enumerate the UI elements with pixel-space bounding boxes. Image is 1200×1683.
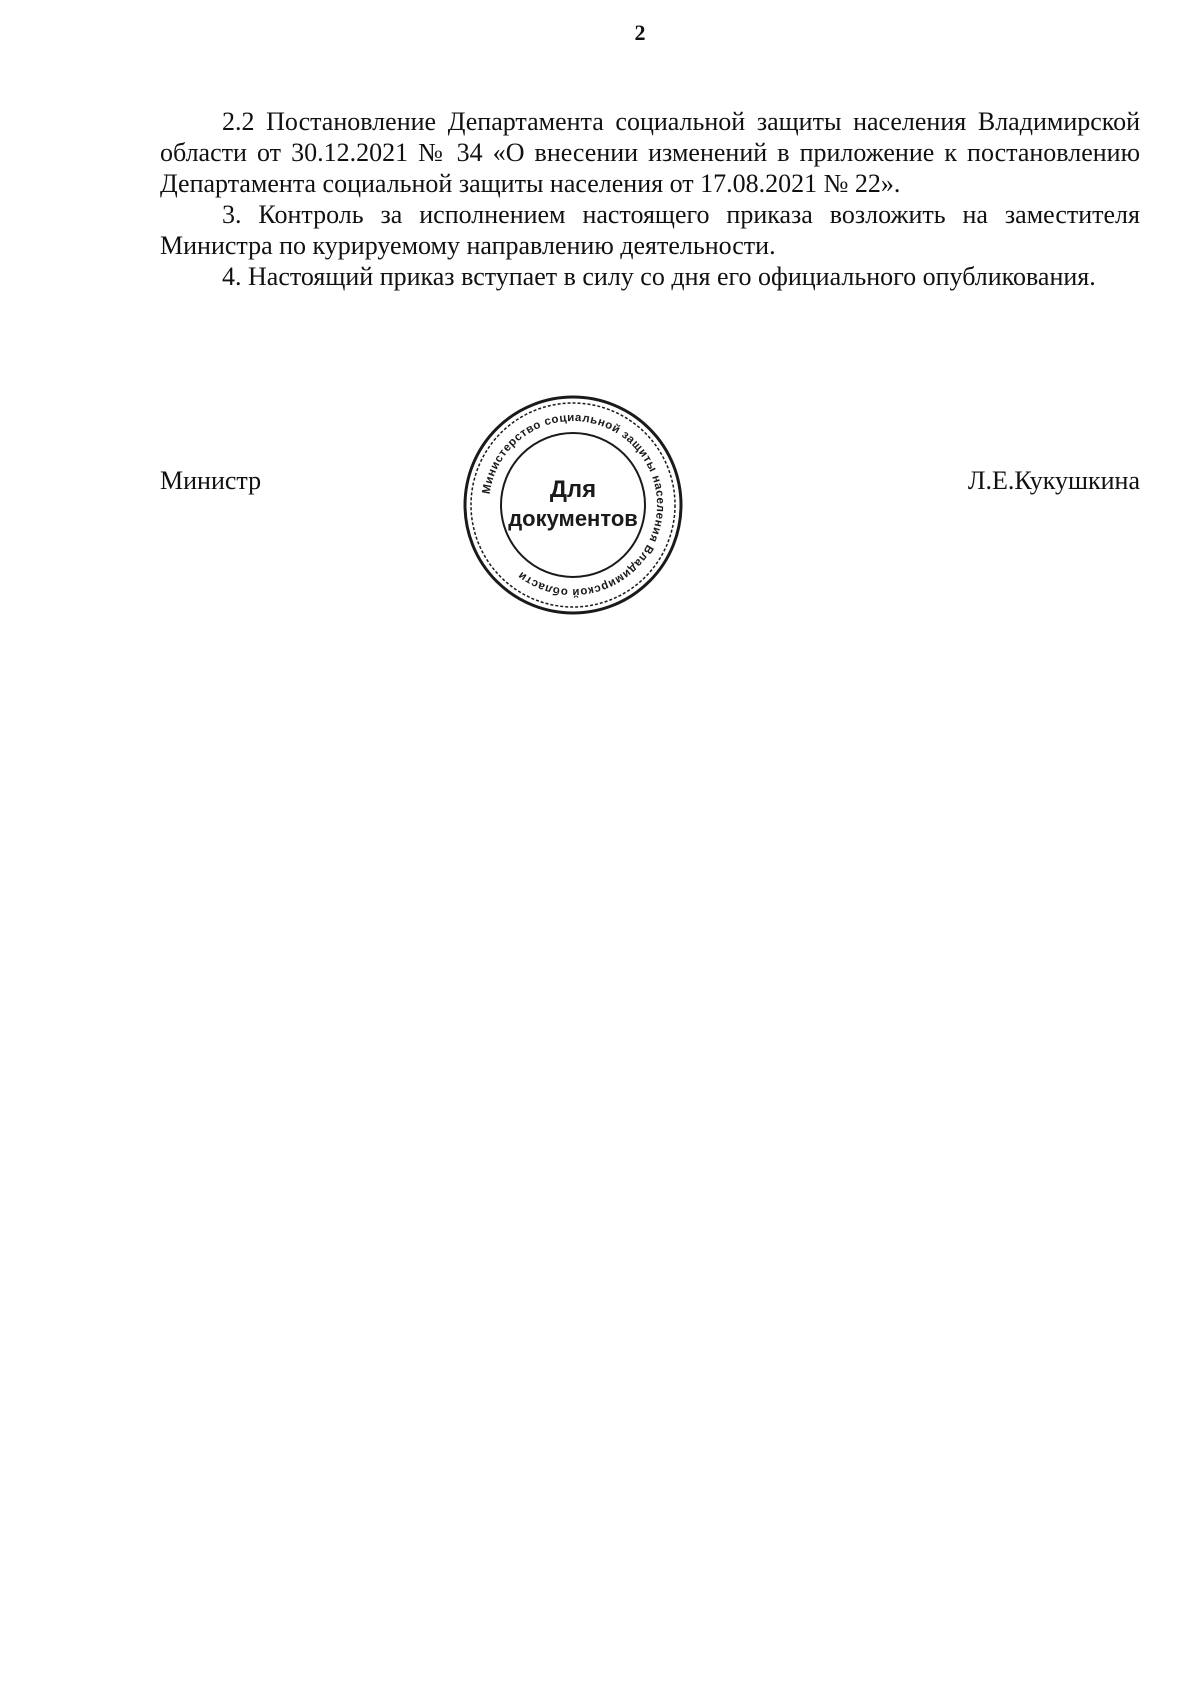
page-number: 2	[634, 20, 646, 45]
official-seal	[462, 394, 684, 616]
paragraph-4: 4. Настоящий приказ вступает в силу со дня его официального опубликования.	[222, 262, 1096, 291]
seal-graphic	[462, 394, 684, 616]
paragraph-3: 3. Контроль за исполнением настоящего приказа возложить на заместителя Министра по курируемому направлению деятельности.	[160, 200, 1140, 260]
signer-position: Министр	[160, 466, 262, 495]
signer-name: Л.Е.Кукушкина	[967, 466, 1140, 495]
seal-outer-ring	[465, 397, 681, 613]
seal-inner-ring	[501, 433, 645, 577]
paragraph-2-2: 2.2 Постановление Департамента социальной защиты населения Владимирской области от 30.12.2021 № 34 «О внесении изменений в приложение к постановлению Департамента социальной защиты населения от 17.08.2021 № 22».	[160, 107, 1140, 198]
document-body	[160, 106, 1140, 292]
seal-center-line2: документов	[508, 506, 638, 531]
seal-center-line1: Для	[549, 476, 597, 503]
seal-ring-text: Министерство социальной защиты населения Владимирской области	[480, 411, 667, 599]
